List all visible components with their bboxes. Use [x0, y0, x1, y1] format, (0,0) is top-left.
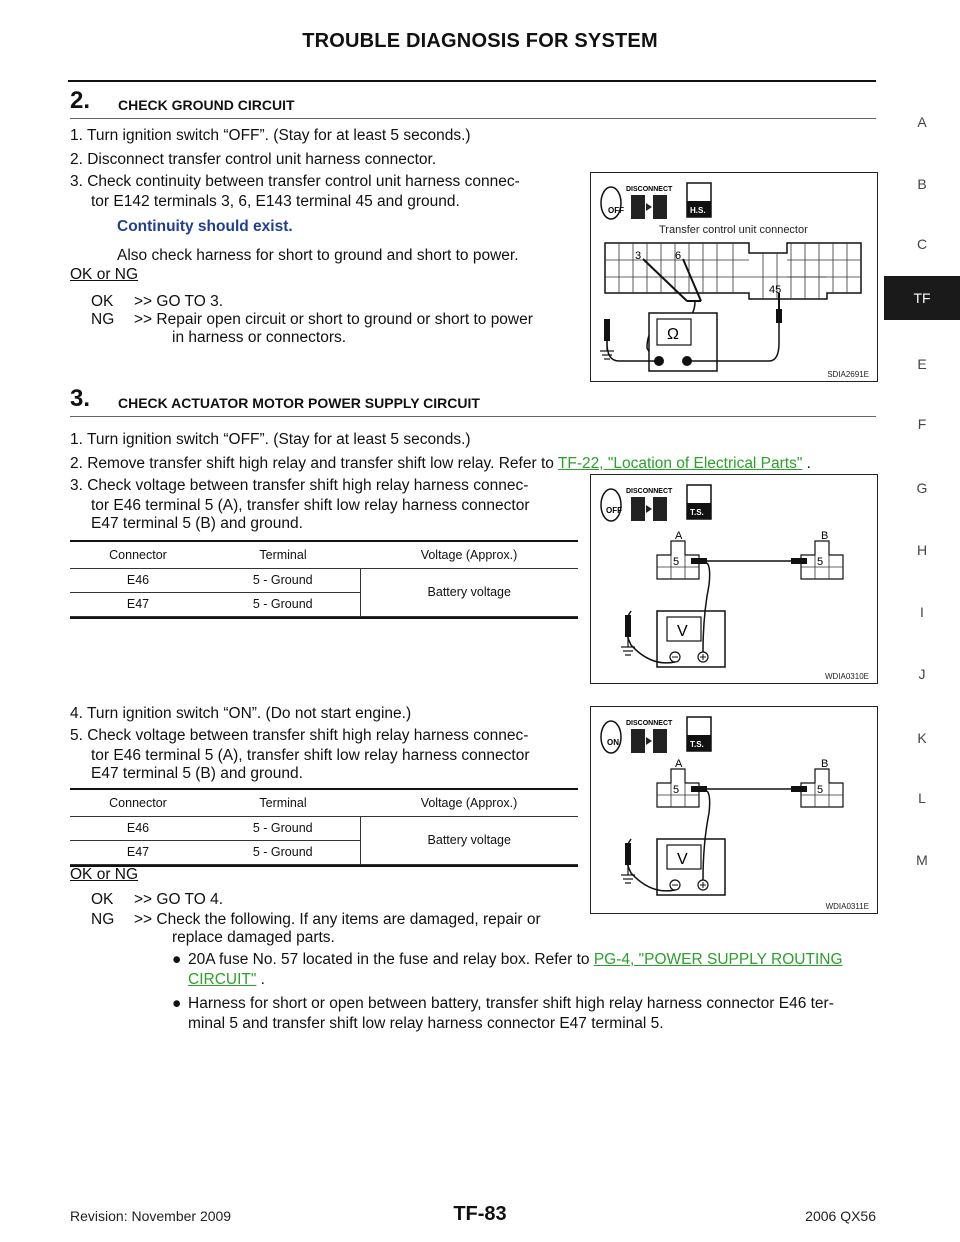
footer-revision: Revision: November 2009 [70, 1208, 232, 1224]
connector-a-label: A [675, 758, 683, 770]
hs-label: H.S. [690, 206, 706, 215]
step3-title: CHECK ACTUATOR MOTOR POWER SUPPLY CIRCUIT [118, 395, 480, 411]
figure-voltage-check-on [590, 706, 878, 914]
step2-item-3-cont: tor E142 terminals 3, 6, E143 terminal 45 and ground. [91, 193, 460, 210]
table2-header-connector: Connector [70, 790, 206, 816]
table1-header-voltage: Voltage (Approx.) [360, 542, 578, 568]
side-tab-e[interactable]: E [917, 356, 927, 372]
side-tab-j[interactable]: J [918, 666, 926, 682]
voltage-check-off-diagram [591, 475, 877, 683]
voltage-check-on-diagram [591, 707, 877, 913]
step3-heading [70, 386, 876, 417]
connector-half-right [653, 729, 667, 753]
step2-ok-ng: OK or NG [70, 266, 139, 283]
figure-id: SDIA2691E [827, 370, 869, 379]
pin-b-label: 5 [817, 556, 824, 568]
figure-id: WDIA0311E [825, 902, 869, 911]
step3-result-ng-text: >> Check the following. If any items are damaged, repair or [134, 911, 541, 928]
table1-voltage: Battery voltage [360, 568, 578, 616]
figure-voltage-check-off [590, 474, 878, 684]
bullet-dot-icon: ● [172, 951, 182, 968]
step2-result-ng-cont-text: in harness or connectors. [172, 329, 347, 346]
step2-result-ok-text: >> GO TO 3. [134, 293, 224, 310]
bullet-harness-line2: minal 5 and transfer shift low relay harness connector E47 terminal 5. [188, 1015, 664, 1032]
bullet-harness [172, 994, 876, 1034]
step3-item-2-end: . [802, 455, 811, 472]
step3-item-4: 4. Turn ignition switch “ON”. (Do not start engine.) [70, 705, 412, 722]
volt-symbol: V [677, 623, 688, 640]
table1-row2-connector: E47 [70, 592, 206, 616]
side-tab-a[interactable]: A [917, 114, 927, 130]
voltage-table-1 [70, 540, 578, 619]
page-title: TROUBLE DIAGNOSIS FOR SYSTEM [302, 30, 658, 52]
pin-3-label: 3 [635, 250, 642, 262]
figure-id: WDIA0310E [824, 672, 869, 681]
connector-a-label: A [675, 530, 683, 542]
table1-header-connector: Connector [70, 542, 206, 568]
ignition-key-icon [601, 489, 621, 521]
table2-header-voltage: Voltage (Approx.) [360, 790, 578, 816]
step2-title: CHECK GROUND CIRCUIT [118, 97, 295, 113]
step2-result-ng-label: NG [91, 311, 115, 328]
location-of-electrical-parts-link[interactable]: TF-22, "Location of Electrical Parts" [557, 455, 803, 472]
connector-half-right [653, 195, 667, 219]
table2-row2-connector: E47 [70, 840, 206, 864]
step3-ok-ng: OK or NG [70, 866, 139, 883]
step3-result-ng-cont: replace damaged parts. [172, 929, 335, 946]
side-tab-h[interactable]: H [916, 542, 928, 558]
pin-a-label: 5 [673, 556, 680, 568]
table2-row1-connector: E46 [70, 816, 206, 840]
side-tab-i[interactable]: I [920, 604, 924, 620]
step2-spec: Continuity should exist. [117, 218, 293, 235]
step3-item-5: 5. Check voltage between transfer shift high relay harness connec- [70, 727, 529, 744]
bullet-harness-line1: Harness for short or open between battery, transfer shift high relay harness connector E46 ter- [188, 995, 834, 1012]
side-tab-c[interactable]: C [916, 236, 928, 252]
side-tab-tf[interactable]: TF [884, 276, 960, 320]
power-supply-routing-link-cont[interactable]: CIRCUIT" [188, 971, 257, 988]
disconnect-label: DISCONNECT [626, 488, 673, 495]
step3-item-2-text: 2. Remove transfer shift high relay and transfer shift low relay. Refer to [70, 455, 558, 472]
footer-model: 2006 QX56 [805, 1208, 876, 1224]
step2-item-3: 3. Check continuity between transfer control unit harness connec- [70, 173, 520, 190]
volt-symbol: V [677, 851, 688, 868]
step3-item-5-line2: tor E46 terminal 5 (A), transfer shift low relay harness connector [91, 747, 530, 764]
table1-row1-terminal: 5 - Ground [206, 568, 360, 592]
step2-item-1: 1. Turn ignition switch “OFF”. (Stay for at least 5 seconds.) [70, 127, 471, 144]
step3-item-2 [70, 454, 876, 474]
side-tab-k[interactable]: K [917, 730, 927, 746]
side-tab-l[interactable]: L [918, 790, 926, 806]
connector-caption: Transfer control unit connector [659, 224, 808, 236]
pin-45-label: 45 [769, 284, 782, 296]
side-tab-g[interactable]: G [916, 480, 928, 496]
off-label: OFF [608, 206, 624, 215]
step2-heading [70, 88, 876, 119]
side-tab-m[interactable]: M [916, 852, 928, 868]
table1-row2-terminal: 5 - Ground [206, 592, 360, 616]
pin-6-label: 6 [675, 250, 682, 262]
title-rule [68, 80, 876, 82]
connector-half-left [631, 729, 645, 753]
table2-row1-terminal: 5 - Ground [206, 816, 360, 840]
ground-circuit-diagram [591, 173, 877, 381]
side-tab-b[interactable]: B [917, 176, 927, 192]
bullet-dot-icon: ● [172, 995, 182, 1012]
connector-b-label: B [821, 530, 829, 542]
step2-also: Also check harness for short to ground and short to power. [117, 247, 519, 264]
step2-item-2: 2. Disconnect transfer control unit harness connector. [70, 151, 437, 168]
bullet-fuse-text: 20A fuse No. 57 located in the fuse and relay box. Refer to [188, 951, 594, 968]
ts-label: T.S. [690, 740, 704, 749]
ohm-symbol: Ω [667, 326, 679, 343]
table2-header-terminal: Terminal [206, 790, 360, 816]
connector-b-label: B [821, 758, 829, 770]
bullet-fuse [172, 950, 876, 990]
step2-result-ng-text: >> Repair open circuit or short to ground or short to power [134, 311, 533, 328]
step3-result-ok-text: >> GO TO 4. [134, 891, 224, 908]
step3-item-3-line2: tor E46 terminal 5 (A), transfer shift low relay harness connector [91, 497, 530, 514]
table1-row1-connector: E46 [70, 568, 206, 592]
off-label: OFF [606, 506, 622, 515]
step3-item-1: 1. Turn ignition switch “OFF”. (Stay for at least 5 seconds.) [70, 431, 471, 448]
voltage-table-2 [70, 788, 578, 867]
bullet-fuse-end: . [256, 971, 265, 988]
power-supply-routing-link[interactable]: PG-4, "POWER SUPPLY ROUTING [593, 951, 843, 968]
connector-half-left [631, 195, 645, 219]
connector-half-right [653, 497, 667, 521]
step2-number: 2. [70, 87, 91, 114]
connector-half-left [631, 497, 645, 521]
step3-result-ok-label: OK [91, 891, 114, 908]
step3-result-ng-label: NG [91, 911, 115, 928]
pin-b-label: 5 [817, 784, 824, 796]
side-tab-f[interactable]: F [917, 416, 927, 432]
step3-item-3: 3. Check voltage between transfer shift high relay harness connec- [70, 477, 529, 494]
disconnect-label: DISCONNECT [626, 186, 673, 193]
ignition-key-icon [601, 721, 621, 753]
figure-ground-circuit [590, 172, 878, 382]
table1-header-terminal: Terminal [206, 542, 360, 568]
disconnect-label: DISCONNECT [626, 720, 673, 727]
step2-result-ok-label: OK [91, 293, 114, 310]
table2-row2-terminal: 5 - Ground [206, 840, 360, 864]
pin-a-label: 5 [673, 784, 680, 796]
on-label: ON [607, 738, 619, 747]
step3-item-3-line3: E47 terminal 5 (B) and ground. [91, 515, 303, 532]
table2-voltage: Battery voltage [360, 816, 578, 864]
step3-number: 3. [70, 385, 91, 412]
ts-label: T.S. [690, 508, 704, 517]
footer-page-number: TF-83 [453, 1203, 507, 1225]
step3-item-5-line3: E47 terminal 5 (B) and ground. [91, 765, 303, 782]
